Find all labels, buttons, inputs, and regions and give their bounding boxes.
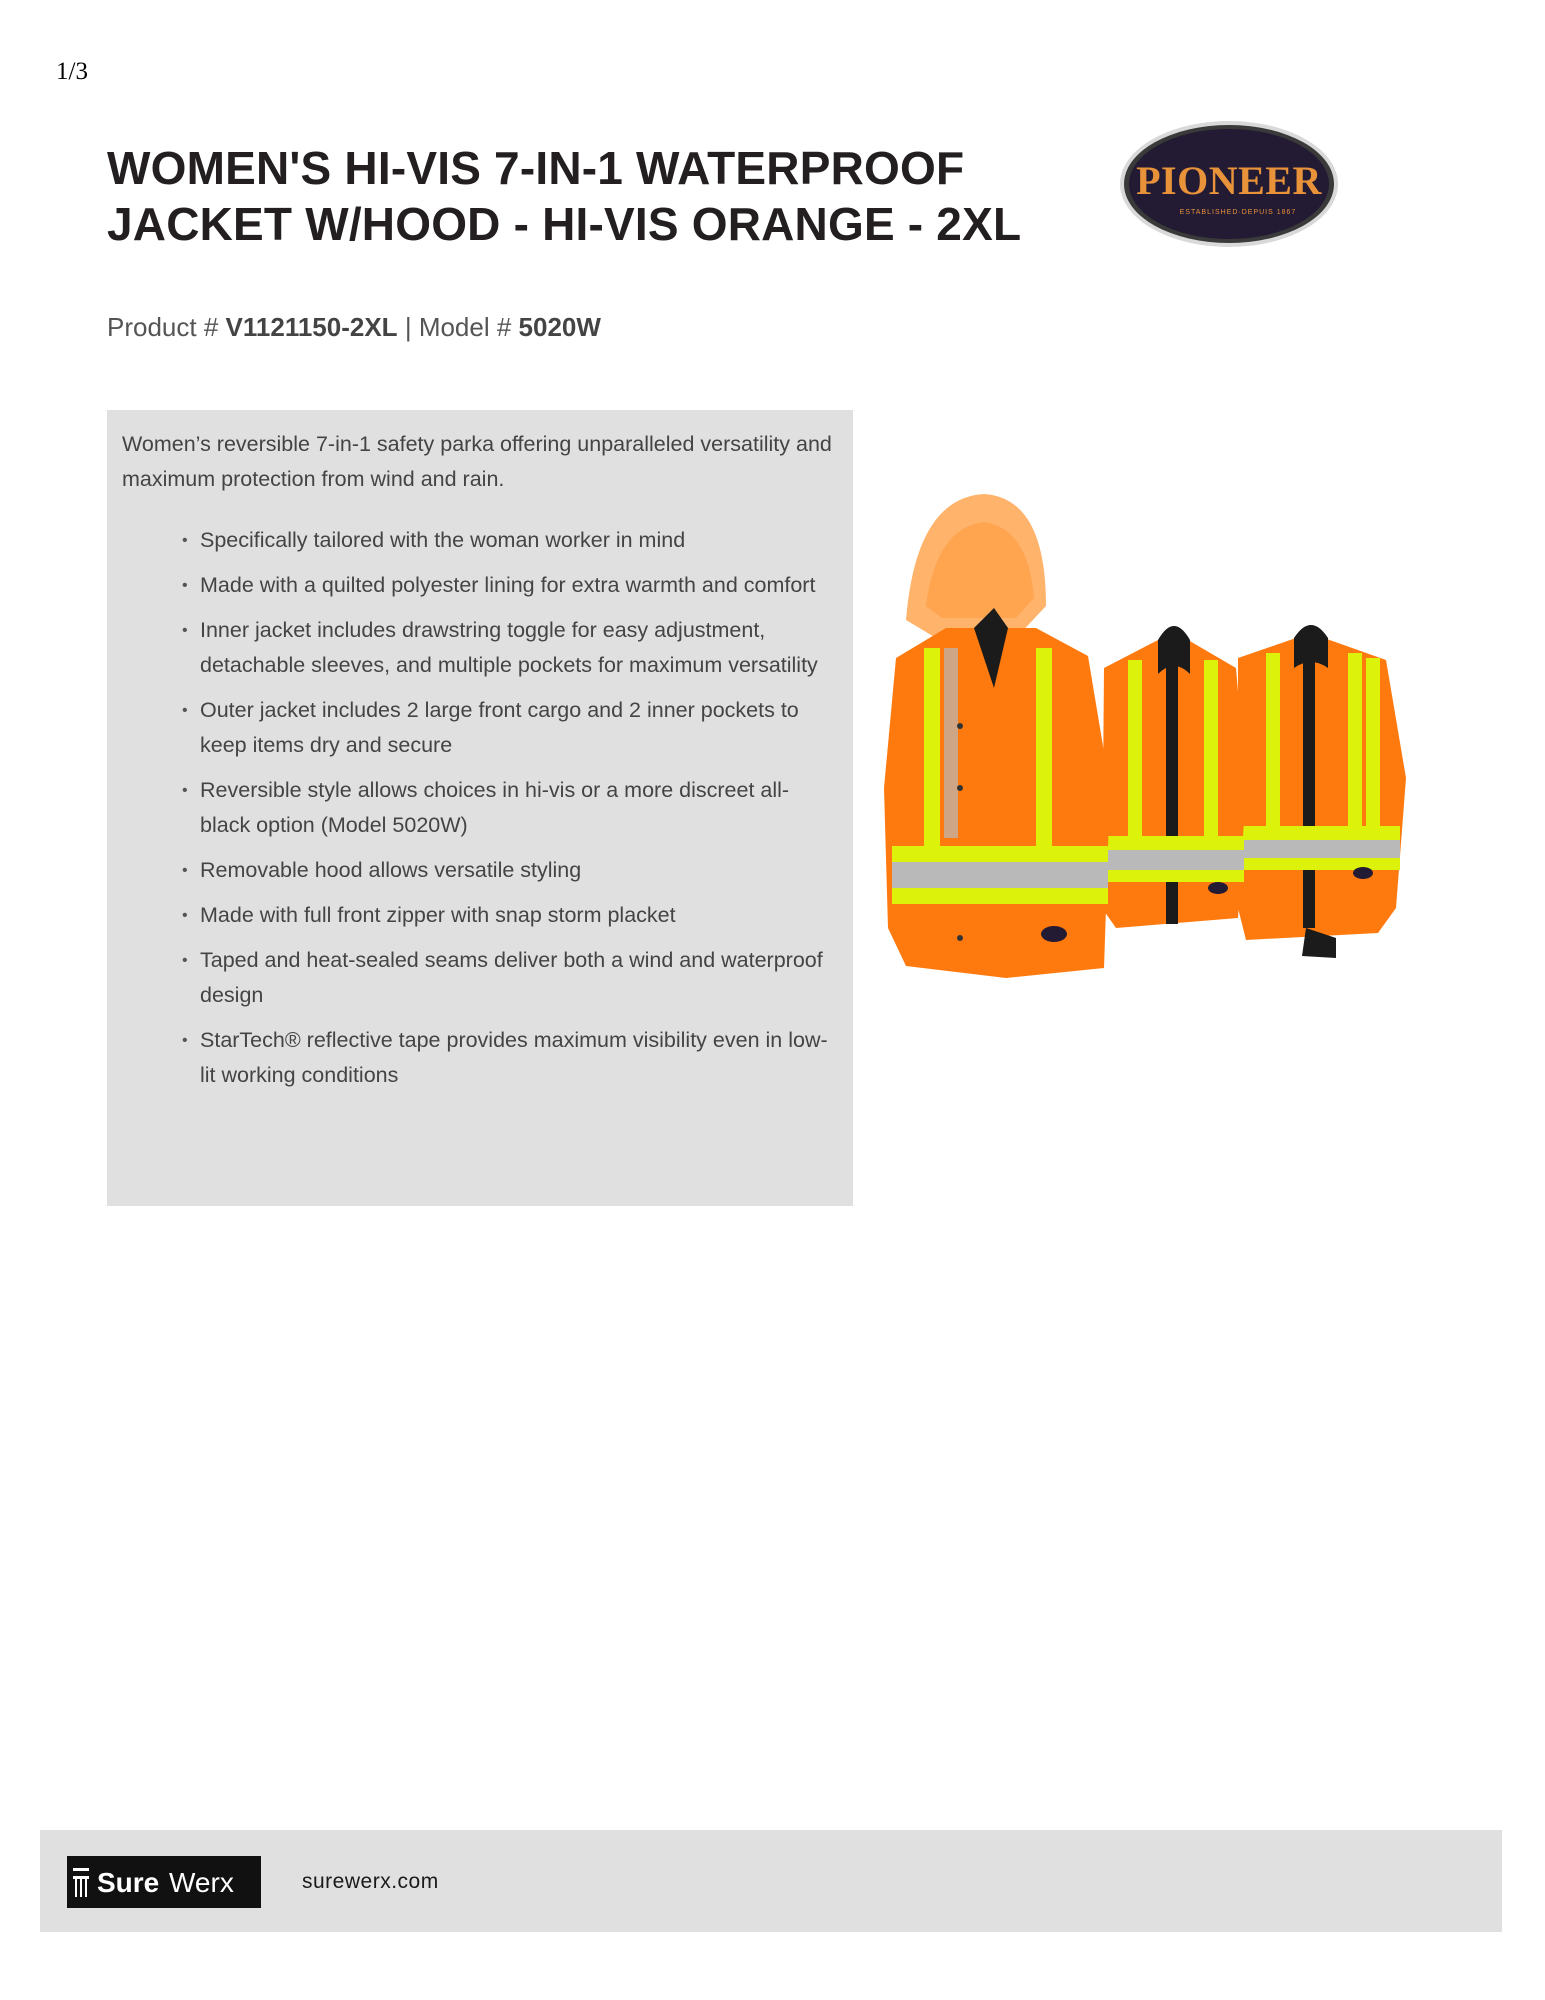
- feature-item: [182, 773, 838, 843]
- page-number: 1/3: [56, 58, 88, 85]
- parka-illustration: [884, 494, 1110, 978]
- feature-text: Removable hood allows versatile styling: [200, 858, 582, 882]
- surewerx-logo: [67, 1856, 261, 1913]
- product-identifiers: [107, 312, 601, 343]
- description-intro: Women’s reversible 7-in-1 safety parka offering unparalleled versatility and maximum protection from wind and rain.: [122, 432, 832, 491]
- bullet-icon: •: [182, 862, 188, 879]
- surewerx-logo-bold: Sure: [97, 1867, 160, 1898]
- product-title: WOMEN'S HI-VIS 7-IN-1 WATERPROOF JACKET W/HOOD - HI-VIS ORANGE - 2XL: [107, 142, 1022, 250]
- separator: |: [404, 312, 412, 342]
- page-footer: [40, 1830, 1502, 1932]
- surewerx-logo-light: Werx: [169, 1867, 234, 1898]
- vest-illustration: [1238, 625, 1406, 958]
- feature-item: [182, 568, 838, 603]
- bullet-icon: •: [182, 782, 188, 799]
- pioneer-logo: [1118, 118, 1340, 255]
- feature-item: [182, 943, 838, 1013]
- bullet-icon: •: [182, 532, 188, 549]
- bullet-icon: •: [182, 952, 188, 969]
- model-number: 5020W: [518, 312, 601, 342]
- logo-tagline: ESTABLISHED·DEPUIS 1867: [1179, 209, 1297, 216]
- bullet-icon: •: [182, 577, 188, 594]
- feature-item: [182, 613, 838, 683]
- product-number: V1121150-2XL: [225, 312, 398, 342]
- feature-text: Outer jacket includes 2 large front cargo and 2 inner pockets to keep items dry and secure: [200, 698, 799, 757]
- feature-text: Made with full front zipper with snap storm placket: [200, 903, 676, 927]
- feature-item: [182, 693, 838, 763]
- bullet-icon: •: [182, 1032, 188, 1049]
- model-label: Model #: [418, 312, 512, 342]
- description-panel: [107, 410, 853, 1206]
- feature-text: Reversible style allows choices in hi-vis or a more discreet all-black option (Model 5020W): [200, 778, 790, 837]
- inner-jacket-illustration: [1102, 626, 1246, 928]
- bullet-icon: •: [182, 907, 188, 924]
- feature-text: StarTech® reflective tape provides maximum visibility even in low-lit working conditions: [200, 1028, 828, 1087]
- bullet-icon: •: [182, 702, 188, 719]
- logo-wordmark: PIONEER: [1136, 158, 1322, 203]
- feature-item: [182, 1023, 838, 1093]
- feature-item: [182, 853, 838, 888]
- product-label: Product #: [107, 312, 219, 342]
- product-photo: [866, 488, 1426, 1003]
- feature-text: Taped and heat-sealed seams deliver both a wind and waterproof design: [200, 948, 823, 1007]
- feature-item: [182, 523, 838, 558]
- feature-text: Specifically tailored with the woman worker in mind: [200, 528, 686, 552]
- footer-website-link[interactable]: surewerx.com: [302, 1870, 439, 1893]
- feature-text: Inner jacket includes drawstring toggle for easy adjustment, detachable sleeves, and multiple pockets for maximum versatility: [200, 618, 818, 677]
- feature-text: Made with a quilted polyester lining for extra warmth and comfort: [200, 573, 816, 597]
- bullet-icon: •: [182, 622, 188, 639]
- feature-list: [122, 523, 838, 1093]
- feature-item: [182, 898, 838, 933]
